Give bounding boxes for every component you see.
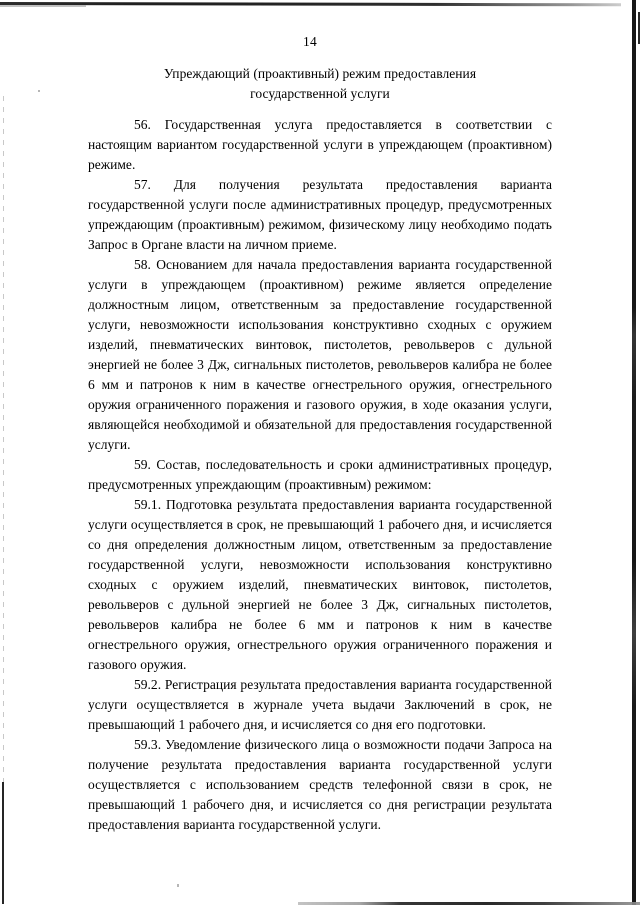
paragraph-56: 56. Государственная услуга предоставляется в соответствии с настоящим вариантом государственной услуги в упреждающем (проактивном) режиме.	[88, 117, 552, 172]
paragraph-59-1: 59.1. Подготовка результата предоставления варианта государственной услуги осуществляется в срок, не превышающий 1 рабочего дня, и исчисляется со дня определения должностным лицом, ответственным за предоставление государственной услуги, невозможности использования конструктивно сходных с оружием изделий, пневматических винтовок, пистолетов, револьверов с дульной энергией не более 3 Дж, сигнальных пистолетов, револьверов калибра не более 6 мм и патронов к ним в качестве огнестрельного оружия, огнестрельного оружия ограниченного поражения и газового оружия.	[88, 497, 552, 672]
scan-edge-top-secondary	[0, 5, 86, 7]
paragraph-59: 59. Состав, последовательность и сроки административных процедур, предусмотренных упреждающим (проактивным) режимом:	[88, 457, 552, 492]
scan-edge-top	[0, 2, 621, 6]
document-body	[88, 115, 552, 835]
paragraph-57: 57. Для получения результата предоставления варианта государственной услуги после административных процедур, предусмотренных упреждающим (проактивным) режимом, физическому лицу необходимо подать Запрос в Органе власти на личном приеме.	[88, 177, 552, 252]
page-number: 14	[303, 34, 317, 49]
paragraph-59-3: 59.3. Уведомление физического лица о возможности подачи Запроса на получение результата предоставления варианта государственной услуги осуществляется с использованием средств телефонной связи в срок, не превышающий 1 рабочего дня, и исчисляется со дня регистрации результата предоставления варианта государственной услуги.	[88, 737, 552, 832]
scan-speck	[177, 884, 179, 887]
scan-edge-right	[632, 0, 636, 905]
page-title-line-1: Упреждающий (проактивный) режим предоставления	[163, 66, 477, 81]
scan-edge-left-lower	[2, 782, 4, 904]
scan-speck	[38, 90, 40, 92]
page-title	[88, 64, 552, 104]
scan-edge-left-dashed	[3, 96, 4, 786]
page-title-line-2: государственной услуги	[250, 86, 390, 101]
paragraph-59-2: 59.2. Регистрация результата предоставления варианта государственной услуги осуществляется в журнале учета выдачи Заключений в срок, не превышающий 1 рабочего дня, и исчисляется со дня его подготовки.	[88, 677, 552, 732]
paragraph-58: 58. Основанием для начала предоставления варианта государственной услуги в упреждающем (проактивном) режиме является определение должностным лицом, ответственным за предоставление государственной услуги, невозможности использования конструктивно сходных с оружием изделий, пневматических винтовок, пистолетов, револьверов с дульной энергией не более 3 Дж, сигнальных пистолетов, револьверов калибра не более 6 мм и патронов к ним в качестве огнестрельного оружия, огнестрельного оружия ограниченного поражения и газового оружия, в ходе оказания услуги, являющейся необходимой и обязательной для предоставления государственной услуги.	[88, 257, 552, 452]
